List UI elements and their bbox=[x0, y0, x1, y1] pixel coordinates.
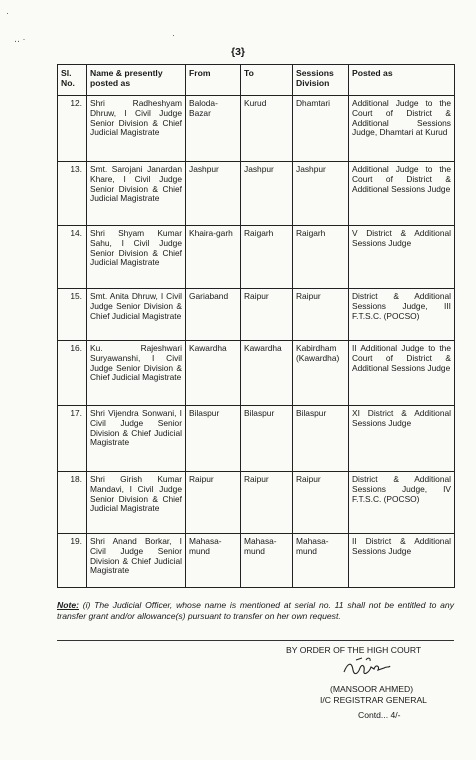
order-line: BY ORDER OF THE HIGH COURT bbox=[286, 645, 422, 655]
signature-mark bbox=[340, 654, 392, 682]
cell-sl: 12. bbox=[58, 96, 87, 162]
header-sessions-division: Sessions Division bbox=[293, 65, 349, 96]
cell-posted: District & Additional Sessions Judge, IV F.T.S.C. (POCSO) bbox=[349, 472, 455, 534]
cell-to: Raipur bbox=[241, 472, 293, 534]
cell-posted: II Additional Judge to the Court of District & Additional Sessions Judge bbox=[349, 341, 455, 406]
cell-sessions: Kabirdham (Kawardha) bbox=[293, 341, 349, 406]
table-row bbox=[58, 226, 455, 289]
cell-sl: 17. bbox=[58, 406, 87, 472]
table-header-row bbox=[58, 65, 455, 96]
cell-sl: 19. bbox=[58, 534, 87, 588]
scan-speck: · bbox=[6, 8, 9, 18]
cell-to: Jashpur bbox=[241, 162, 293, 226]
cell-from: Baloda-Bazar bbox=[186, 96, 241, 162]
cell-name: Smt. Anita Dhruw, I Civil Judge Senior Division & Chief Judicial Magistrate bbox=[87, 289, 186, 341]
divider bbox=[57, 640, 454, 641]
note-text: (i) The Judicial Officer, whose name is mentioned at serial no. 11 shall not be entitled to any transfer grant and/or allowance(s) pursuant to transfer on her own request. bbox=[57, 600, 455, 621]
cell-sl: 13. bbox=[58, 162, 87, 226]
table-row bbox=[58, 96, 455, 162]
scan-speck: · bbox=[172, 30, 175, 40]
cell-sessions: Bilaspur bbox=[293, 406, 349, 472]
cell-sl: 16. bbox=[58, 341, 87, 406]
header-posted-as: Posted as bbox=[349, 65, 455, 96]
continued-marker: Contd... 4/- bbox=[358, 710, 401, 720]
cell-sl: 18. bbox=[58, 472, 87, 534]
cell-name: Shri Radheshyam Dhruw, I Civil Judge Senior Division & Chief Judicial Magistrate bbox=[87, 96, 186, 162]
cell-name: Shri Vijendra Sonwani, I Civil Judge Senior Division & Chief Judicial Magistrate bbox=[87, 406, 186, 472]
officer-designation: I/C REGISTRAR GENERAL bbox=[320, 695, 427, 705]
cell-name: Shri Anand Borkar, I Civil Judge Senior Division & Chief Judicial Magistrate bbox=[87, 534, 186, 588]
cell-sl: 14. bbox=[58, 226, 87, 289]
cell-from: Bilaspur bbox=[186, 406, 241, 472]
cell-name: Ku. Rajeshwari Suryawanshi, I Civil Judge Senior Division & Chief Judicial Magistrate bbox=[87, 341, 186, 406]
header-sl: Sl. No. bbox=[58, 65, 87, 96]
cell-to: Raipur bbox=[241, 289, 293, 341]
cell-sessions: Raipur bbox=[293, 472, 349, 534]
cell-to: Bilaspur bbox=[241, 406, 293, 472]
cell-sessions: Raipur bbox=[293, 289, 349, 341]
cell-posted: Additional Judge to the Court of District & Additional Sessions Judge, Dhamtari at Kurud bbox=[349, 96, 455, 162]
cell-posted: XI District & Additional Sessions Judge bbox=[349, 406, 455, 472]
cell-sl: 15. bbox=[58, 289, 87, 341]
table-row bbox=[58, 534, 455, 588]
cell-to: Kawardha bbox=[241, 341, 293, 406]
cell-from: Raipur bbox=[186, 472, 241, 534]
cell-from: Gariaband bbox=[186, 289, 241, 341]
cell-to: Mahasa-mund bbox=[241, 534, 293, 588]
header-to: To bbox=[241, 65, 293, 96]
table-row bbox=[58, 341, 455, 406]
cell-sessions: Jashpur bbox=[293, 162, 349, 226]
transfer-table bbox=[57, 64, 455, 588]
cell-posted: II District & Additional Sessions Judge bbox=[349, 534, 455, 588]
cell-from: Mahasa-mund bbox=[186, 534, 241, 588]
cell-to: Raigarh bbox=[241, 226, 293, 289]
cell-name: Smt. Sarojani Janardan Khare, I Civil Judge Senior Division & Chief Judicial Magistrate bbox=[87, 162, 186, 226]
cell-sessions: Mahasa-mund bbox=[293, 534, 349, 588]
cell-from: Khaira-garh bbox=[186, 226, 241, 289]
header-from: From bbox=[186, 65, 241, 96]
cell-name: Shri Girish Kumar Mandavi, I Civil Judge Senior Division & Chief Judicial Magistrate bbox=[87, 472, 186, 534]
cell-to: Kurud bbox=[241, 96, 293, 162]
cell-from: Kawardha bbox=[186, 341, 241, 406]
scan-speck: ‥ · bbox=[14, 34, 26, 44]
cell-posted: District & Additional Sessions Judge, III F.T.S.C. (POCSO) bbox=[349, 289, 455, 341]
page-number: {3} bbox=[230, 46, 245, 58]
table-row bbox=[58, 472, 455, 534]
table-row bbox=[58, 406, 455, 472]
cell-posted: Additional Judge to the Court of District & Additional Sessions Judge bbox=[349, 162, 455, 226]
cell-sessions: Dhamtari bbox=[293, 96, 349, 162]
cell-sessions: Raigarh bbox=[293, 226, 349, 289]
officer-name: (MANSOOR AHMED) bbox=[330, 684, 414, 694]
table-row bbox=[58, 289, 455, 341]
note-label: Note: bbox=[57, 600, 79, 610]
header-name: Name & presently posted as bbox=[87, 65, 186, 96]
cell-from: Jashpur bbox=[186, 162, 241, 226]
table-row bbox=[58, 162, 455, 226]
cell-name: Shri Shyam Kumar Sahu, I Civil Judge Senior Division & Chief Judicial Magistrate bbox=[87, 226, 186, 289]
cell-posted: V District & Additional Sessions Judge bbox=[349, 226, 455, 289]
footnote bbox=[57, 600, 454, 622]
